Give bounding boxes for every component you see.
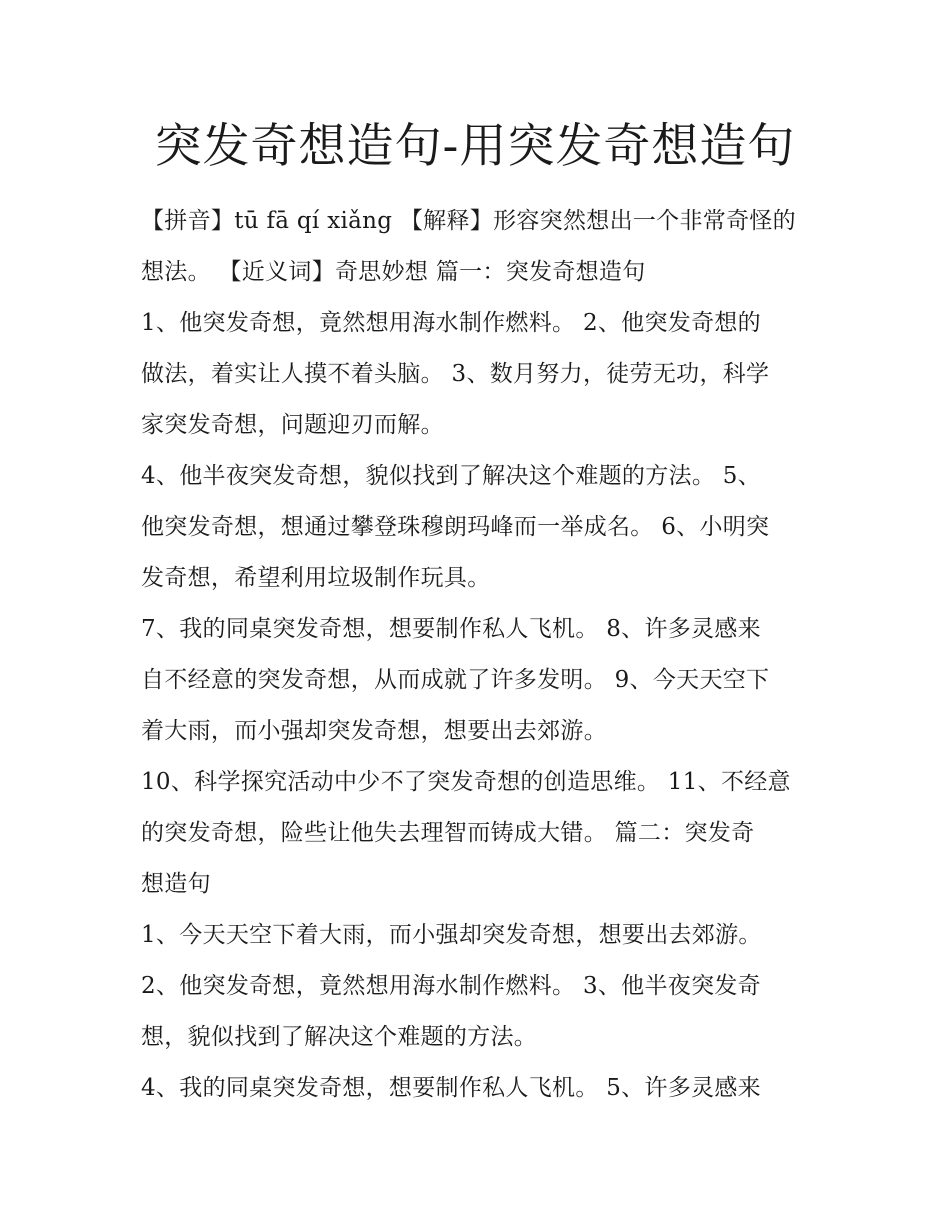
text-line: 【拼音】tū fā qí xiǎng 【解释】形容突然想出一个非常奇怪的	[141, 208, 796, 234]
text-line: 他突发奇想，想通过攀登珠穆朗玛峰而一举成名。 6、小明突	[141, 514, 770, 540]
text-line: 10、科学探究活动中少不了突发奇想的创造思维。 11、不经意	[141, 769, 791, 795]
text-line: 的突发奇想，险些让他失去理智而铸成大错。 篇二：突发奇	[141, 820, 755, 846]
text-line: 想造句	[141, 871, 211, 897]
text-line: 1、他突发奇想，竟然想用海水制作燃料。 2、他突发奇想的	[141, 310, 761, 336]
document-title: 突发奇想造句-用突发奇想造句	[154, 119, 796, 174]
text-line: 2、他突发奇想，竟然想用海水制作燃料。 3、他半夜突发奇	[141, 973, 761, 999]
text-line: 4、他半夜突发奇想，貌似找到了解决这个难题的方法。 5、	[141, 463, 761, 489]
text-line: 4、我的同桌突发奇想，想要制作私人飞机。 5、许多灵感来	[141, 1075, 761, 1101]
text-line: 家突发奇想，问题迎刃而解。	[141, 412, 444, 438]
text-line: 发奇想，希望利用垃圾制作玩具。	[141, 565, 491, 591]
document-body	[141, 196, 841, 1114]
text-line: 想，貌似找到了解决这个难题的方法。	[141, 1024, 538, 1050]
text-line: 7、我的同桌突发奇想，想要制作私人飞机。 8、许多灵感来	[141, 616, 761, 642]
text-line: 想法。 【近义词】奇思妙想 篇一：突发奇想造句	[141, 259, 646, 285]
text-line: 1、今天天空下着大雨，而小强却突发奇想，想要出去郊游。	[141, 922, 762, 948]
text-line: 做法，着实让人摸不着头脑。 3、数月努力，徒劳无功，科学	[141, 361, 770, 387]
text-line: 着大雨，而小强却突发奇想，想要出去郊游。	[141, 718, 607, 744]
text-line: 自不经意的突发奇想，从而成就了许多发明。 9、今天天空下	[141, 667, 770, 693]
